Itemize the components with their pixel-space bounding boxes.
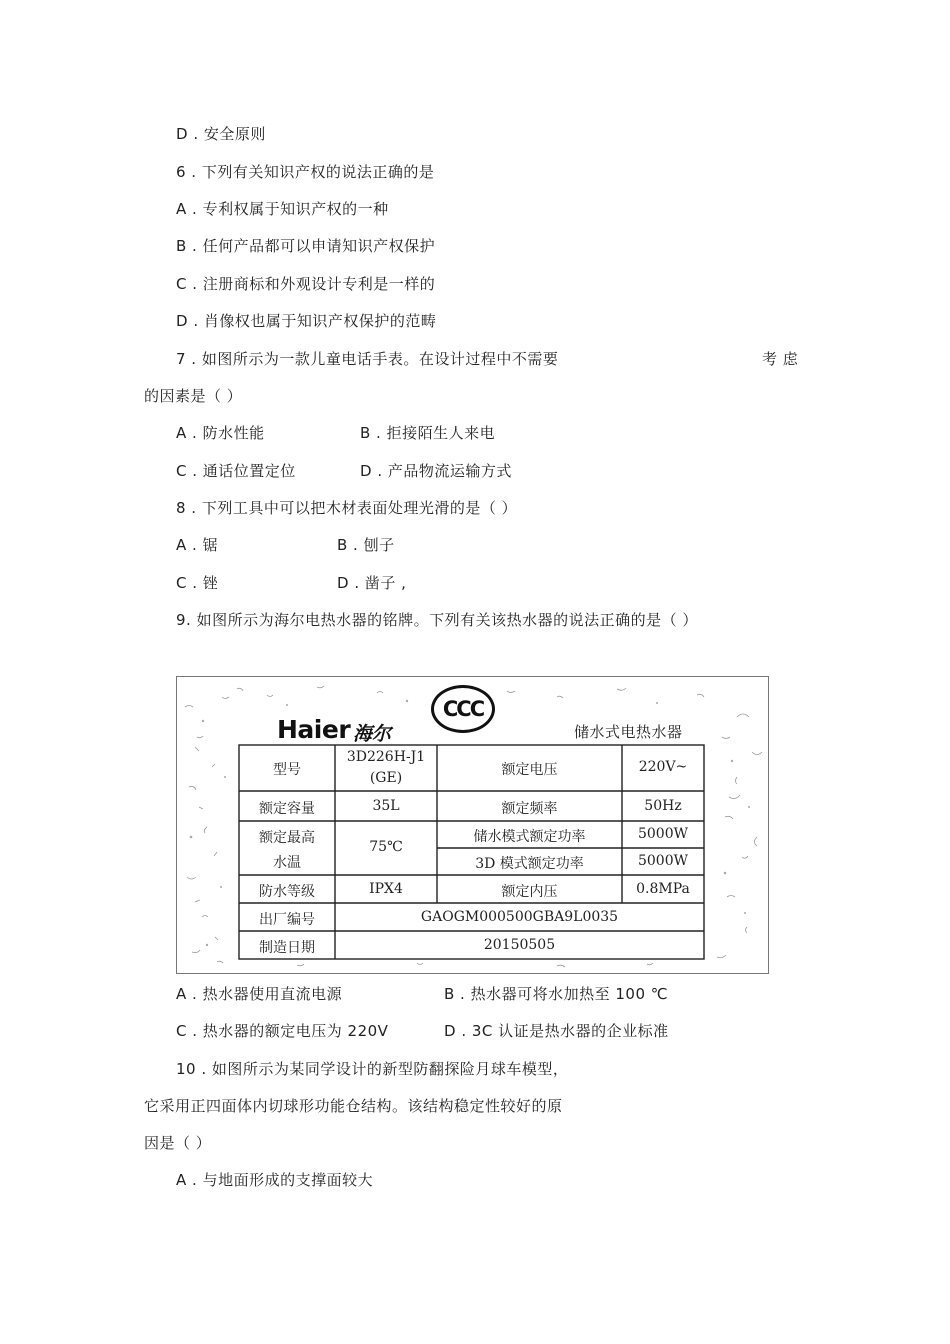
waterproof-label: 防水等级 xyxy=(259,884,315,900)
serial-label: 出厂编号 xyxy=(259,912,315,928)
haier-logo-cn: 海尔 xyxy=(353,723,392,745)
q6-option-a: A . 专利权属于知识产权的一种 xyxy=(176,200,389,218)
q6-option-d: D . 肖像权也属于知识产权保护的范畴 xyxy=(176,312,437,330)
serial-value: GAOGM000500GBA9L0035 xyxy=(420,909,619,925)
q8-option-a: A . 锯 xyxy=(176,536,219,554)
q9-option-c: C . 热水器的额定电压为 220V xyxy=(176,1022,389,1040)
q10-stem-cont2: 因是（ ） xyxy=(144,1134,212,1152)
voltage-value: 220V~ xyxy=(638,759,688,775)
3d-power-label: 3D 模式额定功率 xyxy=(475,856,584,872)
frequency-value: 50Hz xyxy=(644,798,682,814)
ccc-cert-mark: CCC xyxy=(431,685,495,733)
capacity-value: 35L xyxy=(372,798,400,814)
q8-option-c: C . 锉 xyxy=(176,574,219,592)
q9-stem: 9. 如图所示为海尔电热水器的铭牌。下列有关该热水器的说法正确的是（ ） xyxy=(176,611,698,629)
model-label: 型号 xyxy=(273,762,301,778)
capacity-label: 额定容量 xyxy=(259,801,315,817)
product-name: 储水式电热水器 xyxy=(574,723,683,741)
waterproof-value: IPX4 xyxy=(369,881,403,897)
q7-option-b: B . 拒接陌生人来电 xyxy=(360,424,496,442)
pressure-label: 额定内压 xyxy=(501,884,558,900)
q10-option-a: A . 与地面形成的支撑面较大 xyxy=(176,1171,374,1189)
q7-option-d: D . 产品物流运输方式 xyxy=(360,462,512,480)
q7-option-c: C . 通话位置定位 xyxy=(176,462,296,480)
q9-option-a: A . 热水器使用直流电源 xyxy=(176,985,343,1003)
model-value-line2: (GE) xyxy=(369,770,403,786)
frequency-label: 额定频率 xyxy=(501,801,558,817)
model-value-line1: 3D226H-J1 xyxy=(346,749,426,765)
q8-stem: 8 . 下列工具中可以把木材表面处理光滑的是（ ） xyxy=(176,499,518,517)
q10-stem: 10 . 如图所示为某同学设计的新型防翻探险月球车模型， xyxy=(176,1060,569,1078)
max-temp-value: 75℃ xyxy=(369,839,403,855)
pressure-value: 0.8MPa xyxy=(636,881,690,897)
q10-stem-cont1: 它采用正四面体内切球形功能仓结构。该结构稳定性较好的原 xyxy=(144,1097,563,1115)
q7-option-a: A . 防水性能 xyxy=(176,424,265,442)
max-temp-label-line1: 额定最高 xyxy=(259,830,315,846)
storage-power-value: 5000W xyxy=(637,826,689,842)
q5-option-d: D . 安全原则 xyxy=(176,125,266,143)
q9-option-d: D . 3C 认证是热水器的企业标准 xyxy=(444,1022,669,1040)
voltage-label: 额定电压 xyxy=(501,762,558,778)
date-value: 20150505 xyxy=(483,937,556,953)
storage-power-label: 储水模式额定功率 xyxy=(473,829,586,845)
3d-power-value: 5000W xyxy=(637,853,689,869)
q6-option-c: C . 注册商标和外观设计专利是一样的 xyxy=(176,275,436,293)
max-temp-label-line2: 水温 xyxy=(273,855,301,871)
nameplate-figure xyxy=(176,676,769,974)
q8-option-b: B . 刨子 xyxy=(337,536,395,554)
haier-logo: Haier xyxy=(277,715,351,744)
q7-stem-tail: 考 虑 xyxy=(762,350,799,368)
q6-option-b: B . 任何产品都可以申请知识产权保护 xyxy=(176,237,436,255)
q8-option-d: D . 凿子 , xyxy=(337,574,407,592)
q7-stem: 7 . 如图所示为一款儿童电话手表。在设计过程中不需要 xyxy=(176,350,559,368)
q6-stem: 6 . 下列有关知识产权的说法正确的是 xyxy=(176,163,435,181)
q7-stem-cont: 的因素是（ ） xyxy=(144,387,243,405)
q9-option-b: B . 热水器可将水加热至 100 ℃ xyxy=(444,985,669,1003)
date-label: 制造日期 xyxy=(259,940,315,956)
